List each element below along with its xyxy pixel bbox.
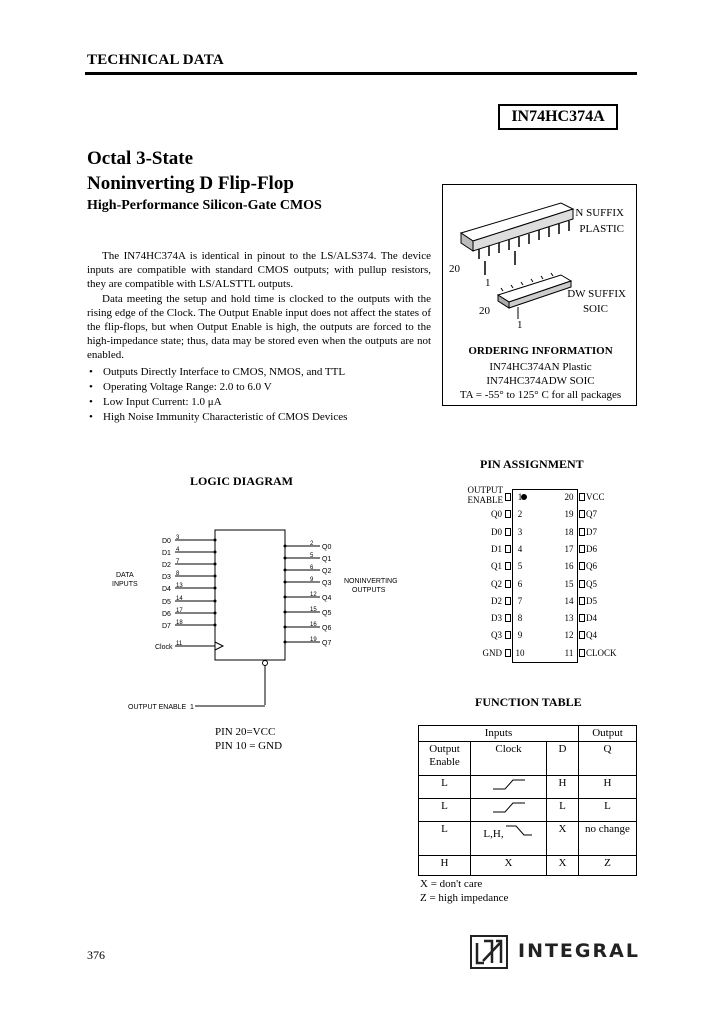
pin-left-number: 2 [517, 509, 523, 520]
pin-tab-left [505, 528, 511, 536]
cell-q: H [579, 776, 637, 799]
input-pin: 17 [176, 608, 183, 614]
pin-tab-right [579, 562, 585, 570]
cell-q: Z [579, 856, 637, 876]
pin-tab-right [579, 528, 585, 536]
pin-tab-left [505, 631, 511, 639]
cell-d: H [547, 776, 579, 799]
output-enable-pin: 1 [190, 704, 194, 711]
dip-pin20-label: 20 [449, 263, 460, 275]
legend-dont-care: X = don't care [420, 878, 483, 890]
input-node [214, 575, 217, 578]
data-inputs-label: INPUTS [112, 581, 138, 588]
input-pin: 13 [176, 583, 183, 589]
output-pin: 15 [310, 607, 317, 613]
pin-left-number: 3 [517, 526, 523, 537]
output-label: Q1 [322, 556, 332, 563]
part-number-box: IN74HC374A [498, 104, 618, 130]
output-label: Q6 [322, 625, 332, 632]
pin-left-number: 1 [517, 492, 523, 502]
pin-left-number: 9 [517, 630, 523, 641]
feature-item: • Low Input Current: 1.0 μA [87, 395, 431, 410]
input-pin: 7 [176, 559, 180, 565]
pin-tab-right [579, 597, 585, 605]
outputs-label: OUTPUTS [352, 587, 386, 594]
flip-flop-block [215, 530, 285, 660]
pin-tab-left [505, 597, 511, 605]
output-pin: 5 [310, 553, 314, 559]
input-node [214, 600, 217, 603]
page-number: 376 [87, 948, 105, 962]
pin-right-label: D4 [586, 613, 597, 624]
feature-item: • High Noise Immunity Characteristic of CMOS Devices [87, 410, 431, 425]
brand-name: INTEGRAL [518, 940, 640, 962]
input-pin: 18 [176, 620, 183, 626]
pin-right-number: 18 [564, 526, 574, 537]
pin-oe-label [455, 485, 503, 505]
input-label: D3 [162, 574, 171, 581]
input-label: D2 [162, 562, 171, 569]
ordering-line: IN74HC374AN Plastic [489, 361, 592, 373]
package-box [442, 184, 637, 406]
pin-tab-left [505, 493, 511, 501]
cell-oe: L [419, 799, 471, 822]
soic-pin20-label: 20 [479, 305, 490, 317]
input-label: D4 [162, 586, 171, 593]
input-pin: 3 [176, 535, 180, 541]
pin-left-number: 8 [517, 613, 523, 624]
col-clock: Clock [471, 742, 547, 776]
dip-pin1-label: 1 [485, 277, 491, 289]
pin-tab-left [505, 614, 511, 622]
input-node [214, 563, 217, 566]
pin-right-number: 17 [564, 543, 574, 554]
input-label: D5 [162, 599, 171, 606]
col-d: D [547, 742, 579, 776]
pin-tab-right [579, 614, 585, 622]
function-table [418, 725, 637, 876]
input-label: D7 [162, 623, 171, 630]
logic-diagram-title: LOGIC DIAGRAM [190, 474, 294, 488]
output-node [284, 557, 287, 560]
pin-tab-right [579, 580, 585, 588]
output-pin: 19 [310, 637, 317, 643]
pin-left-label: D3 [491, 613, 502, 624]
pin-left-label: D0 [491, 526, 502, 537]
ordering-line: IN74HC374ADW SOIC [486, 375, 595, 387]
cell-oe: L [419, 822, 471, 856]
output-node [284, 596, 287, 599]
description-paragraph-2: Data meeting the setup and hold time is clocked to the outputs with the rising edge of the Clock. The Output Enable input does not affect the states of the flip-flops, but when Output Enable is high, the outputs are forced to the high-impedance state; thus, data may be stored even when the outputs are not enabled. [87, 292, 431, 362]
output-label: Q0 [322, 544, 332, 551]
output-enable-label: OUTPUT ENABLE [128, 704, 187, 711]
header-rule [85, 72, 637, 75]
cell-oe: H [419, 856, 471, 876]
pin-left-label: Q2 [491, 578, 502, 589]
input-label: D6 [162, 611, 171, 618]
input-node [214, 624, 217, 627]
table-group-inputs: Inputs [419, 726, 579, 742]
pin-tab-right [579, 545, 585, 553]
cell-d: X [547, 856, 579, 876]
cell-d: L [547, 799, 579, 822]
outputs-label: NONINVERTING [344, 578, 398, 585]
pin-right-label: Q4 [586, 630, 597, 641]
table-row [419, 856, 637, 876]
pin-right-label: D7 [586, 526, 597, 537]
feature-item: • Outputs Directly Interface to CMOS, NMOS, and TTL [87, 365, 431, 380]
pin-left-label: GND [482, 647, 502, 658]
pin-tab-left [505, 510, 511, 518]
pin-left-number: 4 [517, 543, 523, 554]
output-label: Q5 [322, 610, 332, 617]
table-header-row [419, 742, 637, 776]
output-label: Q4 [322, 595, 332, 602]
output-node [284, 545, 287, 548]
pin-right-number: 19 [564, 509, 574, 520]
page-title: Octal 3-State [87, 148, 194, 169]
output-node [284, 569, 287, 572]
table-group-output: Output [579, 726, 637, 742]
table-row [419, 822, 637, 856]
output-node [284, 641, 287, 644]
pin-tab-right [579, 631, 585, 639]
cell-q: L [579, 799, 637, 822]
integral-logo-icon [470, 935, 508, 969]
pin-right-label: D5 [586, 595, 597, 606]
output-pin: 9 [310, 577, 314, 583]
pin-tab-right [579, 649, 585, 657]
input-node [214, 612, 217, 615]
description [87, 249, 431, 363]
table-row [419, 776, 637, 799]
pin-right-label: Q6 [586, 561, 597, 572]
pin-left-number: 6 [517, 578, 523, 589]
cell-clock [471, 776, 547, 799]
input-label: D0 [162, 538, 171, 545]
n-suffix-type: PLASTIC [579, 223, 624, 235]
clock-pin: 11 [176, 641, 183, 647]
dip-package-icon [461, 203, 573, 275]
pin-left-number: 5 [517, 561, 523, 572]
n-suffix-label: N SUFFIX [575, 207, 624, 219]
pin-left-label: Q1 [491, 561, 502, 572]
input-node [214, 539, 217, 542]
output-pin: 2 [310, 541, 314, 547]
pin-right-number: 15 [564, 578, 574, 589]
output-label: Q2 [322, 568, 332, 575]
col-output-enable: Output Enable [419, 742, 471, 776]
falling-edge-icon [504, 823, 534, 837]
pin-left-number: 10 [515, 647, 525, 658]
pin-right-number: 13 [564, 613, 574, 624]
pin-tab-left [505, 562, 511, 570]
col-q: Q [579, 742, 637, 776]
cell-clock [471, 822, 547, 856]
description-paragraph-1: The IN74HC374A is identical in pinout to the LS/ALS374. The device inputs are compatible with standard CMOS outputs; with pullup resistors, they are compatible with LS/ALSTTL outputs. [87, 250, 431, 291]
logic-diagram [110, 525, 410, 720]
pin-right-number: 12 [564, 630, 574, 641]
output-pin: 16 [310, 622, 317, 628]
dw-suffix-label: DW SUFFIX [567, 288, 626, 300]
pin-right-number: 20 [564, 492, 574, 502]
pin-left-label: Q0 [491, 509, 502, 520]
pin-tab-right [579, 510, 585, 518]
rising-edge-icon [491, 800, 527, 814]
output-node [284, 626, 287, 629]
pin-right-number: 14 [564, 595, 574, 606]
clock-label: Clock [155, 644, 173, 651]
pin-right-label: CLOCK [586, 647, 617, 658]
legend-high-impedance: Z = high impedance [420, 892, 509, 904]
function-table-title: FUNCTION TABLE [475, 695, 582, 709]
table-row [419, 799, 637, 822]
pin-assignment-title: PIN ASSIGNMENT [480, 457, 584, 471]
page-tagline: High-Performance Silicon-Gate CMOS [87, 198, 322, 213]
output-label: Q3 [322, 580, 332, 587]
soic-pin1-label: 1 [517, 319, 523, 331]
input-pin: 4 [176, 547, 180, 553]
header-title: TECHNICAL DATA [87, 52, 224, 68]
output-node [284, 611, 287, 614]
input-label: D1 [162, 550, 171, 557]
table-group-header [419, 726, 637, 742]
data-inputs-label: DATA [116, 572, 134, 579]
oe-bubble [263, 661, 268, 666]
rising-edge-icon [491, 777, 527, 791]
ordering-title: ORDERING INFORMATION [468, 345, 613, 357]
input-pin: 14 [176, 596, 183, 602]
pin-oe-line1: OUTPUT [467, 485, 503, 495]
pin-right-number: 11 [564, 647, 574, 658]
pin-left-number: 7 [517, 595, 523, 606]
page-subtitle: Noninverting D Flip-Flop [87, 173, 294, 194]
pin-right-label: VCC [586, 492, 605, 502]
pin-tab-left [505, 649, 511, 657]
soic-package-icon [498, 273, 571, 319]
dw-suffix-type: SOIC [582, 303, 608, 315]
feature-item: • Operating Voltage Range: 2.0 to 6.0 V [87, 380, 431, 395]
input-node [214, 587, 217, 590]
cell-q: no change [579, 822, 637, 856]
pin-right-label: D6 [586, 543, 597, 554]
input-node [214, 551, 217, 554]
cell-clock: X [471, 856, 547, 876]
output-node [284, 581, 287, 584]
ordering-temp: TA = -55° to 125° C for all packages [459, 389, 622, 401]
cell-oe: L [419, 776, 471, 799]
pin20-note: PIN 20=VCC [215, 726, 276, 738]
pin-oe-line2: ENABLE [467, 495, 503, 505]
pin-tab-left [505, 545, 511, 553]
output-label: Q7 [322, 640, 332, 647]
pin-left-label: D1 [491, 543, 502, 554]
feature-list [87, 365, 431, 425]
pin-right-number: 16 [564, 561, 574, 572]
output-pin: 6 [310, 565, 314, 571]
output-pin: 12 [310, 592, 317, 598]
pin-right-label: Q5 [586, 578, 597, 589]
cell-clock [471, 799, 547, 822]
pin-tab-left [505, 580, 511, 588]
pin10-note: PIN 10 = GND [215, 740, 283, 752]
pin-tab-right [579, 493, 585, 501]
pin-right-label: Q7 [586, 509, 597, 520]
cell-clock-text: L,H, [483, 828, 504, 840]
pin-left-label: D2 [491, 595, 502, 606]
cell-d: X [547, 822, 579, 856]
pin-left-label: Q3 [491, 630, 502, 641]
input-pin: 8 [176, 571, 180, 577]
